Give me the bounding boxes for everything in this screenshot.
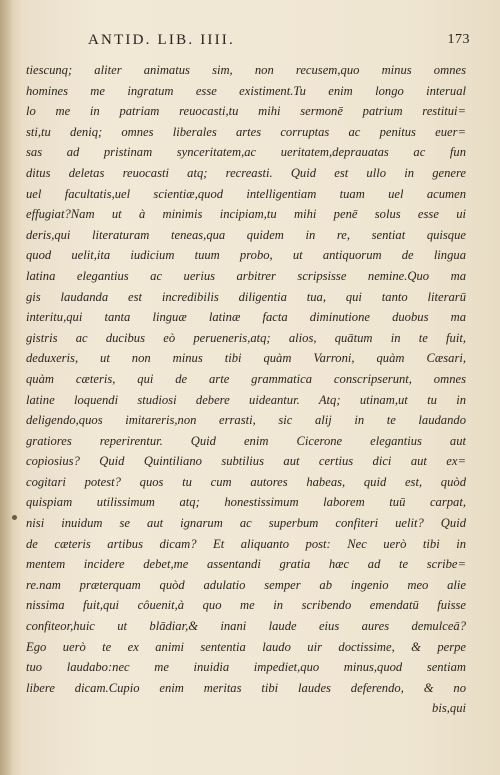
gutter-shadow [0,0,14,775]
text-line: ditus deletas reuocasti atq; recreasti. Quid est ullo in genere [26,165,466,180]
text-line: nisi inuidum se aut ignarum ac superbum confiteri uelit? Quid [26,516,466,531]
running-title: ANTID. LIB. IIII. [88,32,235,48]
text-line: re.nam præterquam quòd adulatio semper ab ingenio meo alie [26,577,466,592]
text-line: quispiam utilissimum atq; honestissimum laborem tuū carpat, [26,495,466,510]
margin-mark [12,515,17,520]
page-number: 173 [447,32,470,47]
page-header [60,32,470,54]
text-line: interitu,qui tanta linguæ latinæ facta diminutione duobus ma [26,310,466,325]
text-line: latina elegantius ac uerius arbitrer scripsisse nemine.Quo ma [26,268,466,283]
text-line: tiescunq; aliter animatus sim, non recusem,quo minus omnes [26,63,466,77]
text-line: latine loquendi studiosi debere uideantur. Atq; utinam,ut tu in [26,392,466,407]
text-line: de cæteris artibus dicam? Et aliquanto post: Nec uerò tibi in [26,536,466,551]
text-line: uel facultatis,uel scientiæ,quod intelligentiam tuam uel acumen [26,186,466,201]
text-line: gistris ac ducibus eò perueneris,atq; alios, quātum in te fuit, [26,330,466,345]
text-line: deligendo,quos imitareris,non errasti, sic alij in te laudando [26,413,466,428]
text-line: libere dicam.Cupio enim meritas tibi laudes deferendo, & no [26,680,466,695]
text-line: sas ad pristinam synceritatem,ac ueritatem,deprauatas ac fun [26,145,466,160]
text-line: cogitari potest? quos tu cum autores habeas, quid est, quòd [26,474,466,489]
text-line: Ego uerò te ex animi sententia laudo uir doctissime, & perpe [26,639,466,654]
text-line: effugiat?Nam ut à minimis incipiam,tu mihi penē solus esse ui [26,207,466,222]
text-line: nissima fuit,qui côuenit,à quo me in scribendo emendatū fuisse [26,598,466,613]
text-line: quod uelit,ita iudicium tuum probo, ut antiquorum de lingua [26,248,466,263]
text-line: deduxeris, ut non minus tibi quàm Varroni, quàm Cæsari, [26,351,466,366]
text-line: gratiores reperirentur. Quid enim Cicerone elegantius aut [26,433,466,448]
body-text [26,60,466,719]
text-line: deris,qui literaturam teneas,qua quidem in re, sentiat quisque [26,227,466,242]
text-line: copiosius? Quid Quintiliano subtilius aut certius dici aut ex= [26,454,466,469]
text-line: lo me in patriam reuocasti,tu mihi sermonē patrium restitui= [26,104,466,119]
text-line: sti,tu deniq; omnes liberales artes corruptas ac penitus euer= [26,124,466,139]
text-line: quàm cæteris, qui de arte grammatica conscripserunt, omnes [26,371,466,386]
text-line: confiteor,huic ut blādiar,& inani laude eius aures demulceā? [26,619,466,634]
text-line: homines me ingratum esse existiment.Tu enim longo interual [26,83,466,98]
text-line: tuo laudabo:nec me inuidia impediet,quo minus,quod sentiam [26,660,466,675]
text-line: gis laudanda est incredibilis diligentia tua, qui tanto literarū [26,289,466,304]
catchword-line: bis,qui [432,701,466,716]
text-line: mentem incidere debet,me assentandi gratia hæc ad te scribe= [26,557,466,572]
